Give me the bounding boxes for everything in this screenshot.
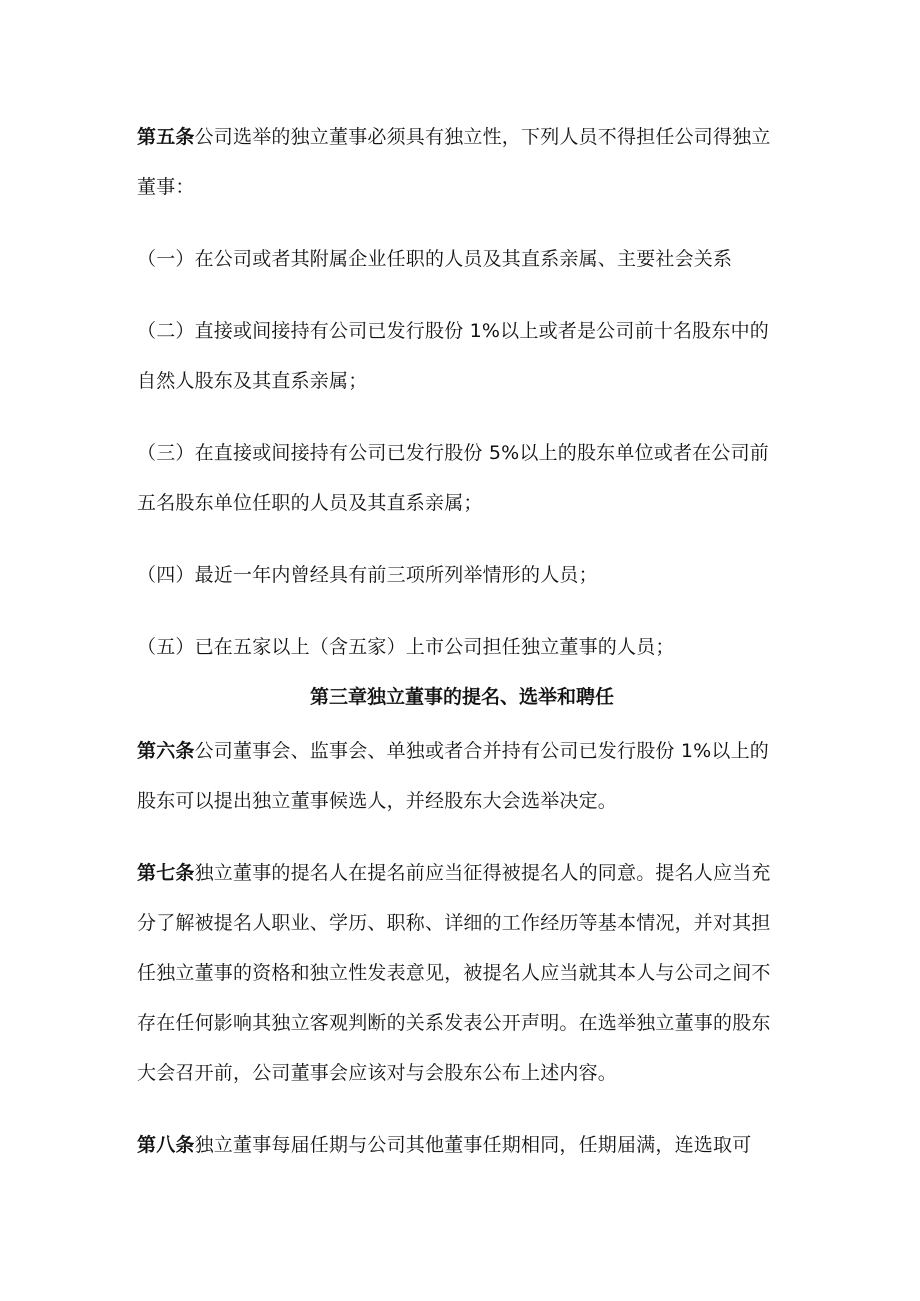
item-5: （五）已在五家以上（含五家）上市公司担任独立董事的人员； bbox=[137, 636, 675, 658]
article-8-text: 独立董事每届任期与公司其他董事任期相同，任期届满，连选取可 bbox=[194, 1134, 752, 1156]
article-5-paragraph bbox=[137, 112, 787, 212]
article-6-paragraph bbox=[137, 726, 787, 826]
article-6-label: 第六条 bbox=[137, 740, 195, 762]
chapter-3-heading: 第三章独立董事的提名、选举和聘任 bbox=[309, 686, 614, 708]
article-7-paragraph bbox=[137, 848, 787, 1098]
article-5-label: 第五条 bbox=[137, 126, 195, 148]
article-7-label: 第七条 bbox=[137, 862, 195, 884]
item-4: （四）最近一年内曾经具有前三项所列举情形的人员； bbox=[137, 564, 598, 586]
document-body bbox=[137, 112, 787, 1170]
article-7-text: 独立董事的提名人在提名前应当征得被提名人的同意。提名人应当充分了解被提名人职业、学历、职称、详细的工作经历等基本情况，并对其担任独立董事的资格和独立性发表意见，被提名人应当就其本人与公司之间不存在任何影响其独立客观判断的关系发表公开声明。在选举独立董事的股东大会召开前，公司董事会应该对与会股东公布上述内容。 bbox=[137, 862, 771, 1084]
article-8-label: 第八条 bbox=[137, 1134, 195, 1156]
article-8-paragraph bbox=[137, 1120, 787, 1170]
article-5-text: 公司选举的独立董事必须具有独立性，下列人员不得担任公司得独立董事： bbox=[137, 126, 771, 198]
item-2: （二）直接或间接持有公司已发行股份 1%以上或者是公司前十名股东中的自然人股东及其直系亲属； bbox=[137, 320, 769, 392]
article-6-text: 公司董事会、监事会、单独或者合并持有公司已发行股份 1%以上的股东可以提出独立董事候选人，并经股东大会选举决定。 bbox=[137, 740, 769, 812]
item-1: （一）在公司或者其附属企业任职的人员及其直系亲属、主要社会关系 bbox=[137, 248, 733, 270]
item-3: （三）在直接或间接持有公司已发行股份 5%以上的股东单位或者在公司前五名股东单位任职的人员及其直系亲属； bbox=[137, 442, 769, 514]
